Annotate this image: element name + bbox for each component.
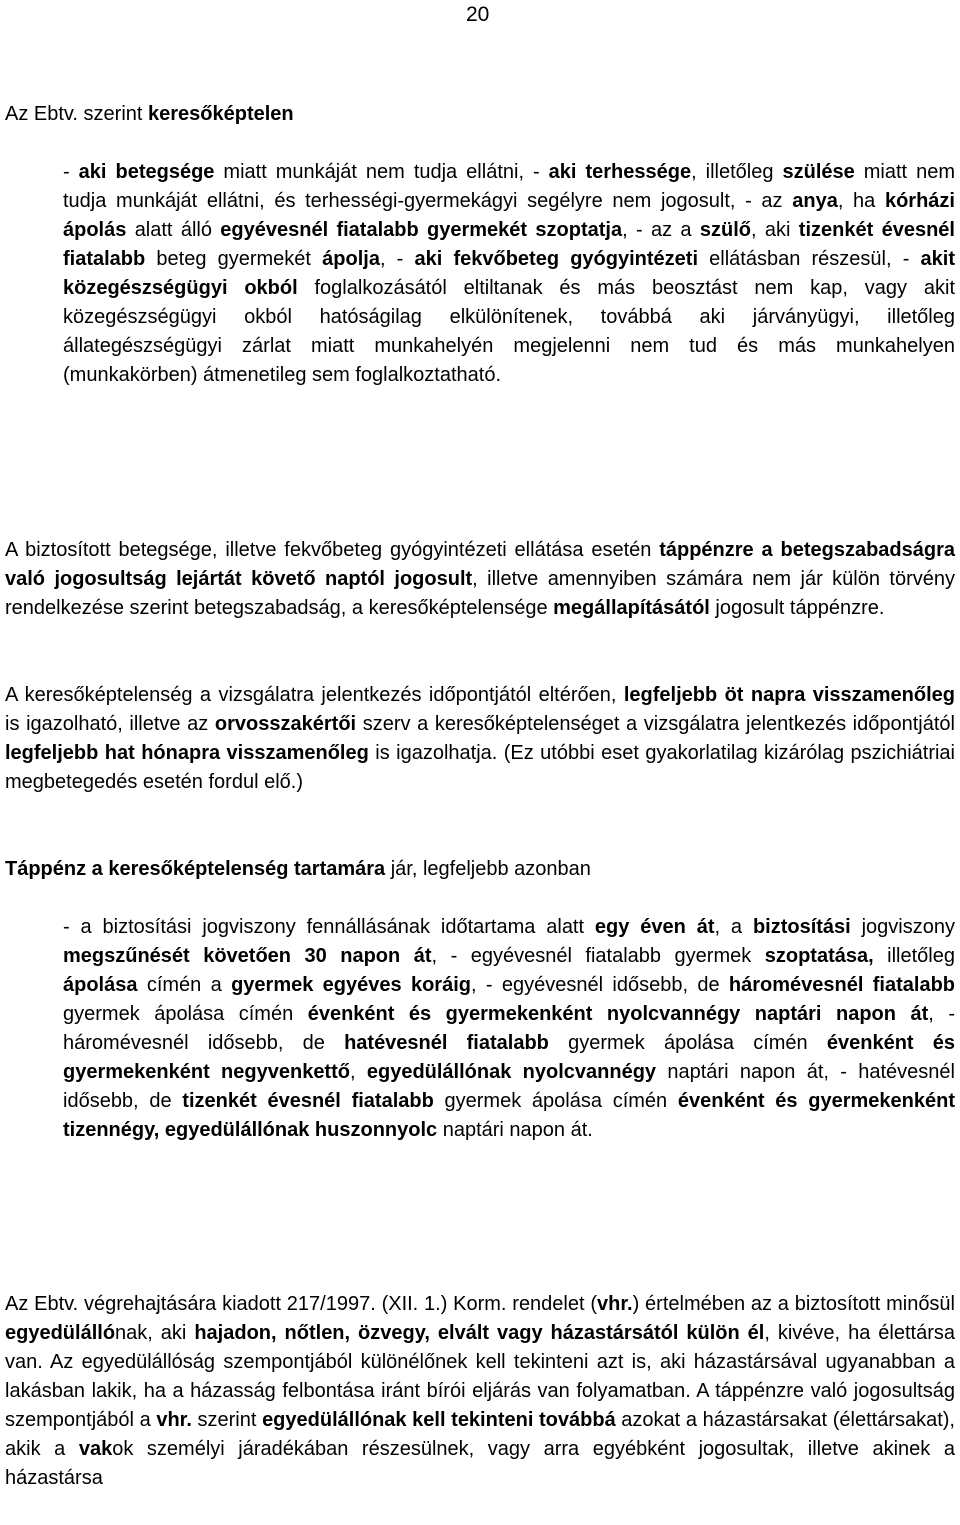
bold-text-run: egyévesnél fiatalabb gyermekét szoptatja	[220, 219, 623, 241]
bold-text-run: legfeljebb hat hónapra visszamenőleg	[5, 742, 369, 764]
text-run: A keresőképtelenség a vizsgálatra jelentkezés időpontjától eltérően,	[5, 684, 624, 706]
text-run: szerint	[191, 1409, 263, 1431]
text-run: naptári napon át, - hatévesnél idősebb, de	[63, 1061, 955, 1112]
text-run: , illetve amennyiben számára nem jár külön törvény rendelkezése szerint betegszabadság, a keresőképtelensége	[5, 568, 955, 619]
bold-text-run: vhr.	[156, 1409, 192, 1431]
text-run: gyermek ápolása címén	[548, 1032, 827, 1054]
bold-text-run: ápolja	[322, 248, 380, 270]
bold-text-run: hatévesnél fiatalabb	[344, 1032, 549, 1054]
bold-text-run: háromévesnél fiatalabb	[728, 974, 956, 996]
text-run: miatt munkáját nem tudja ellátni, -	[214, 161, 549, 183]
text-run: ,	[349, 1061, 367, 1083]
bold-text-run: egyedülállónak nyolcvannégy	[366, 1061, 657, 1083]
text-run: , - egyévesnél fiatalabb gyermek	[431, 945, 765, 967]
text-run: is igazolható, illetve az	[5, 713, 215, 735]
paragraph-intro	[5, 100, 955, 129]
text-run: , -	[379, 248, 415, 270]
bold-text-run: orvosszakértői	[214, 713, 357, 735]
bold-text-run: keresőképtelen	[148, 103, 294, 125]
page-number: 20	[466, 3, 490, 26]
text-run: ok személyi járadékában részesülnek, vagy arra egyébként jogosultak, illetve akinek a házastársa	[5, 1438, 955, 1489]
bold-text-run: kórházi ápolás	[63, 190, 955, 241]
bold-text-run: anya	[792, 190, 838, 212]
bold-text-run: aki betegsége	[78, 161, 215, 183]
bold-text-run: biztosítási	[752, 916, 851, 938]
bold-text-run: évenként és gyermekenként tizennégy, egyedülállónak huszonnyolc	[63, 1090, 955, 1141]
text-run: gyermek ápolása címén	[433, 1090, 678, 1112]
text-run: , a	[714, 916, 753, 938]
text-run: naptári napon át.	[437, 1119, 593, 1141]
list-keresokeptelen-cases	[63, 158, 955, 390]
bold-text-run: évenként és gyermekenként negyvenkettő	[63, 1032, 956, 1083]
bold-text-run: szülő	[699, 219, 751, 241]
bold-text-run: megállapításától	[553, 597, 710, 619]
text-run: beteg gyermekét	[145, 248, 323, 270]
bold-text-run: vak	[78, 1438, 113, 1460]
text-run: , kivéve, ha élettársa van. Az egyedülállóság szempontjából különélőnek kell tekinteni azt is, aki házastársával ugyanabban a lakásban lakik, ha a házasság felbontása iránt bírói eljárás van folyamatban. A táppénzre való jogosultság szempontjából a	[5, 1322, 956, 1431]
bold-text-run: aki terhessége	[548, 161, 692, 183]
text-run: , ha	[837, 190, 885, 212]
text-run: jogosult táppénzre.	[709, 597, 885, 619]
bold-text-run: hajadon, nőtlen, özvegy, elvált vagy házastársától külön él	[194, 1322, 765, 1344]
bold-text-run: tizenkét évesnél fiatalabb	[63, 219, 955, 270]
bold-text-run: legfeljebb öt napra visszamenőleg	[623, 684, 955, 706]
list-tappenz-durations	[63, 913, 955, 1145]
text-run: nak, aki	[115, 1322, 195, 1344]
text-run: foglalkozásától eltiltanak és más beosztást nem kap, vagy akit közegészségügyi okból hatóságilag elkülönítenek, továbbá aki járványügyi, illetőleg állategészségügyi zárlat miatt munkahelyén megjelenni nem tud és más munkahelyen (munkakörben) átmenetileg sem foglalkoztatható.	[63, 277, 956, 386]
text-run: gyermek ápolása címén	[63, 1003, 308, 1025]
bold-text-run: aki fekvőbeteg gyógyintézeti	[414, 248, 699, 270]
text-run: , - háromévesnél idősebb, de	[63, 1003, 955, 1054]
text-run: is igazolhatja. (Ez utóbbi eset gyakorlatilag kizárólag pszichiátriai megbetegedés esetén fordul elő.)	[5, 742, 955, 793]
bold-text-run: egyedülálló	[5, 1322, 116, 1344]
paragraph-tappenz-heading	[5, 855, 955, 884]
bold-text-run: évenként és gyermekenként nyolcvannégy naptári napon át	[307, 1003, 929, 1025]
text-run: , - az a	[622, 219, 700, 241]
text-run: szerv a keresőképtelenséget a vizsgálatra jelentkezés időpontjától	[356, 713, 955, 735]
bold-text-run: megszűnését követően 30 napon át	[63, 945, 432, 967]
bold-text-run: gyermek egyéves koráig	[231, 974, 471, 996]
text-run: Az Ebtv. szerint	[5, 103, 149, 125]
text-run: illetőleg	[873, 945, 955, 967]
paragraph-biztositott	[5, 536, 955, 623]
bold-text-run: egyedülállónak kell tekinteni továbbá	[262, 1409, 616, 1431]
bold-text-run: egy éven át	[594, 916, 715, 938]
text-run: -	[63, 161, 79, 183]
bold-text-run: szoptatása,	[764, 945, 874, 967]
bold-text-run: vhr.	[597, 1293, 633, 1315]
text-run: , aki	[751, 219, 799, 241]
bold-text-run: ápolása	[63, 974, 138, 996]
text-run: A biztosított betegsége, illetve fekvőbeteg gyógyintézeti ellátása esetén	[5, 539, 660, 561]
text-run: - a biztosítási jogviszony fennállásának időtartama alatt	[63, 916, 595, 938]
text-run: Az Ebtv. végrehajtására kiadott 217/1997. (XII. 1.) Korm. rendelet (	[5, 1293, 598, 1315]
bold-text-run: tizenkét évesnél fiatalabb	[182, 1090, 434, 1112]
text-run: miatt nem tudja munkáját ellátni, és terhességi-gyermekágyi segélyre nem jogosult, - az	[63, 161, 955, 212]
bold-text-run: szülése	[782, 161, 855, 183]
text-run: ellátásban részesül, -	[698, 248, 921, 270]
bold-text-run: táppénzre a betegszabadságra való jogosultság lejártát követő naptól jogosult	[5, 539, 955, 590]
text-run: azokat a házastársakat (élettársakat), akik a	[5, 1409, 955, 1460]
text-run: jár, legfeljebb azonban	[385, 858, 591, 880]
paragraph-keresokeptelenseg	[5, 681, 955, 797]
text-run: , - egyévesnél idősebb, de	[471, 974, 729, 996]
paragraph-vhr	[5, 1290, 955, 1493]
bold-text-run: Táppénz a keresőképtelenség tartamára	[5, 858, 386, 880]
text-run: ) értelmében az a biztosított minősül	[632, 1293, 956, 1315]
text-run: , illetőleg	[691, 161, 783, 183]
text-run: alatt álló	[126, 219, 221, 241]
text-run: jogviszony	[850, 916, 955, 938]
text-run: címén a	[137, 974, 232, 996]
bold-text-run: akit közegészségügyi okból	[63, 248, 955, 299]
